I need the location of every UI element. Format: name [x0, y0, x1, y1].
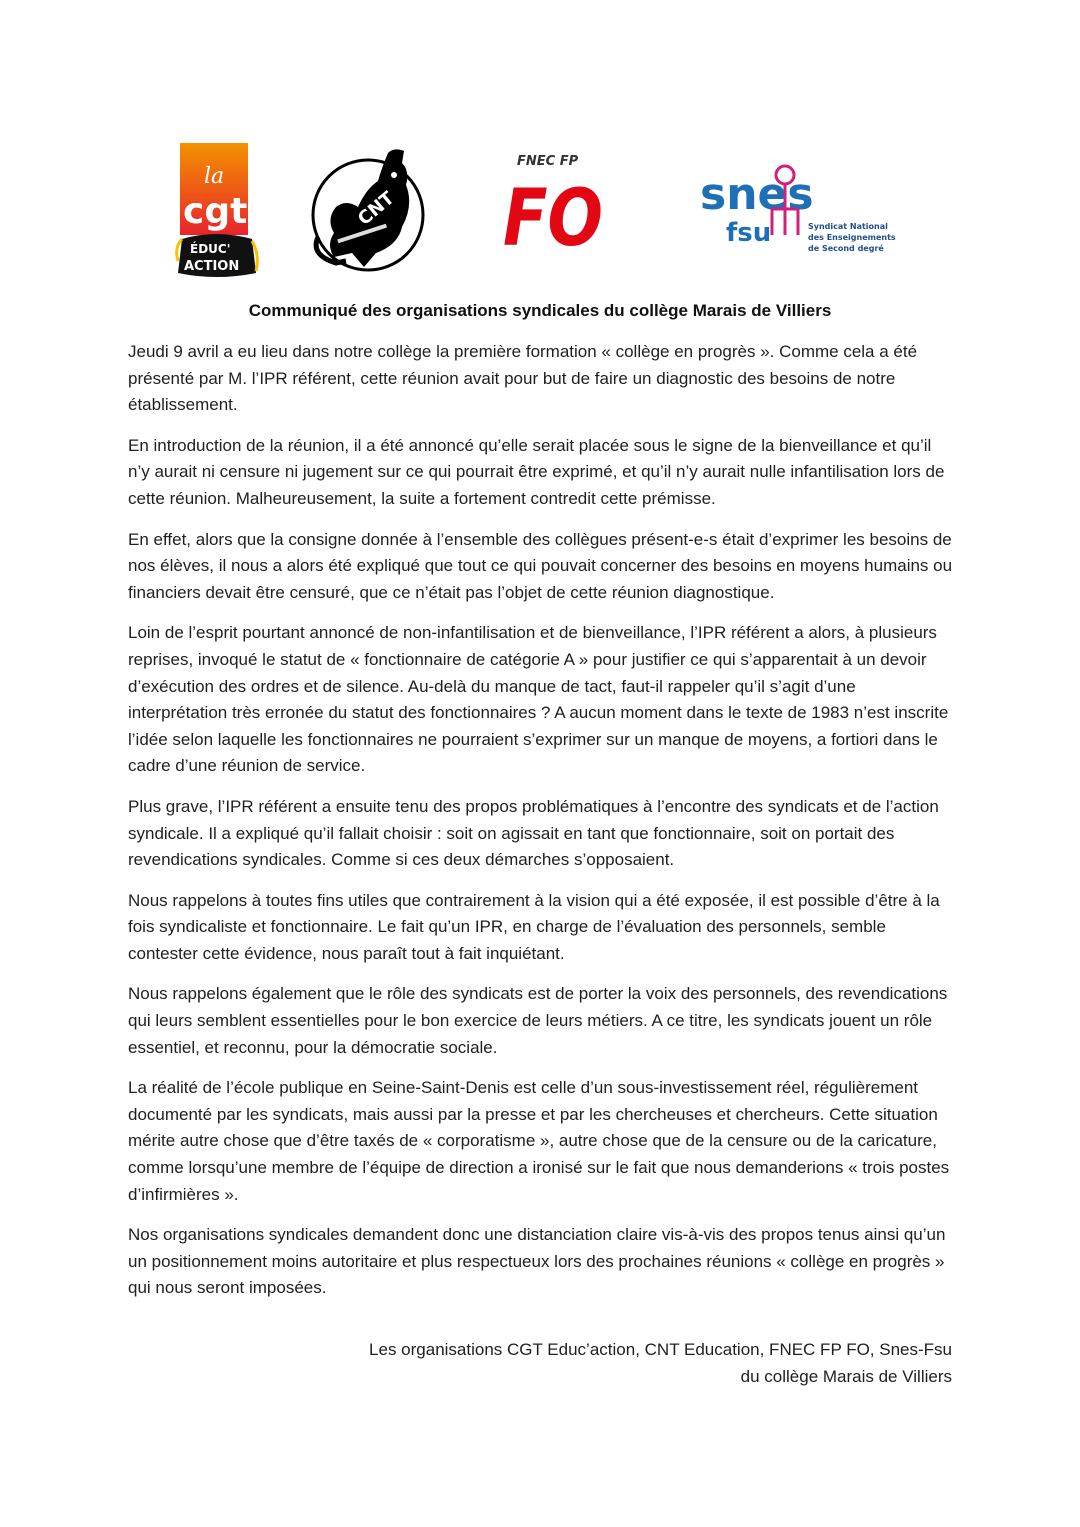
snes-fsu-logo: [700, 165, 905, 257]
signature-line: Les organisations CGT Educ’action, CNT Education, FNEC FP FO, Snes-Fsu: [369, 1340, 952, 1359]
snes-caption-2: des Enseignements: [808, 233, 896, 242]
signature-block: [369, 1337, 952, 1390]
cgt-action-text: ACTION: [184, 259, 240, 274]
fo-text: FO: [503, 174, 603, 264]
fnec-fp-text: FNEC FP: [517, 154, 579, 169]
snes-caption-1: Syndicat National: [808, 222, 888, 231]
cnt-text: CNT: [353, 187, 399, 230]
paragraph: Jeudi 9 avril a eu lieu dans notre collège la première formation « collège en progrès ». Comme cela a été présenté par M. l’IPR référent, cette réunion avait pour but de faire un diagnostic des besoins de notre établissement.: [128, 342, 918, 415]
fnec-fp-fo-logo: [503, 153, 607, 264]
snes-caption-3: de Second degré: [808, 244, 884, 253]
paragraph: La réalité de l’école publique en Seine-Saint-Denis est celle d’un sous-investissement réel, régulièrement documenté par les syndicats, mais aussi par la presse et par les chercheuses et chercheurs. Cette situation mérite autre chose que d’être taxés de « corporatisme », autre chose que de la censure ou de la caricature, comme lorsqu’une membre de l’équipe de direction a ironisé sur le fait que nous demanderions « trois postes d’infirmières ».: [128, 1078, 950, 1204]
cgt-la-text: la: [204, 164, 225, 189]
paragraph: Loin de l’esprit pourtant annoncé de non-infantilisation et de bienveillance, l’IPR référent a alors, à plusieurs reprises, invoqué le statut de « fonctionnaire de catégorie A » pour justifier ce qui s’apparentait à un devoir d’exécution des ordres et de silence. Au-delà du manque de tact, faut-il rappeler qu’il s’agit d’une interprétation très erronée du statut des fonctionnaires ? A aucun moment dans le texte de 1983 n’est inscrite l’idée selon laquelle les fonctionnaires ne pourraient s’exprimer sur un manque de moyens, a fortiori dans le cadre d’une réunion de service.: [128, 623, 949, 776]
fsu-text: fsu: [726, 218, 772, 248]
logos-row: [0, 135, 1080, 280]
paragraph: Nous rappelons également que le rôle des syndicats est de porter la voix des personnels, des revendications qui leurs semblent essentielles pour le bon exercice de leurs métiers. A ce titre, les syndicats jouent un rôle essentiel, et reconnu, pour la démocratie sociale.: [128, 984, 948, 1057]
document-body: [128, 339, 954, 1316]
cgt-educaction-logo: [176, 143, 258, 279]
snes-text: snes: [700, 169, 814, 220]
document-title: Communiqué des organisations syndicales du collège Marais de Villiers: [248, 301, 832, 320]
cgt-text: cgt: [183, 191, 248, 232]
paragraph: En introduction de la réunion, il a été annoncé qu’elle serait placée sous le signe de la bienveillance et qu’il n’y aurait ni censure ni jugement sur ce qui pourrait être exprimé, et qu’il n’y aurait nulle infantilisation lors de cette réunion. Malheureusement, la suite a fortement contredit cette prémisse.: [128, 435, 945, 508]
paragraph: Nous rappelons à toutes fins utiles que contrairement à la vision qui a été exposée, il est possible d’être à la fois syndicaliste et fonctionnaire. Le fait qu’un IPR, en charge de l’évaluation des personnels, semble contester cette évidence, nous paraît tout à fait inquiétant.: [128, 890, 940, 963]
paragraph: En effet, alors que la consigne donnée à l’ensemble des collègues présent-e-s était d’exprimer les besoins de nos élèves, il nous a alors été expliqué que tout ce qui pouvait concerner des besoins en moyens humains ou financiers devait être censuré, que ce n’était pas l’objet de cette réunion diagnostique.: [128, 529, 953, 602]
paragraph: Nos organisations syndicales demandent donc une distanciation claire vis-à-vis des propos tenus ainsi qu’un un positionnement moins autoritaire et plus respectueux lors des prochaines réunions « collège en progrès » qui nous seront imposées.: [128, 1225, 946, 1298]
cnt-logo: [306, 145, 430, 273]
paragraph: Plus grave, l’IPR référent a ensuite tenu des propos problématiques à l’encontre des syndicats et de l’action syndicale. Il a expliqué qu’il fallait choisir : soit on agissait en tant que fonctionnaire, soit on portait des revendications syndicales. Comme si ces deux démarches s’opposaient.: [128, 796, 939, 870]
cgt-educ-text: ÉDUC': [190, 242, 231, 256]
signature-line: du collège Marais de Villiers: [740, 1366, 952, 1386]
